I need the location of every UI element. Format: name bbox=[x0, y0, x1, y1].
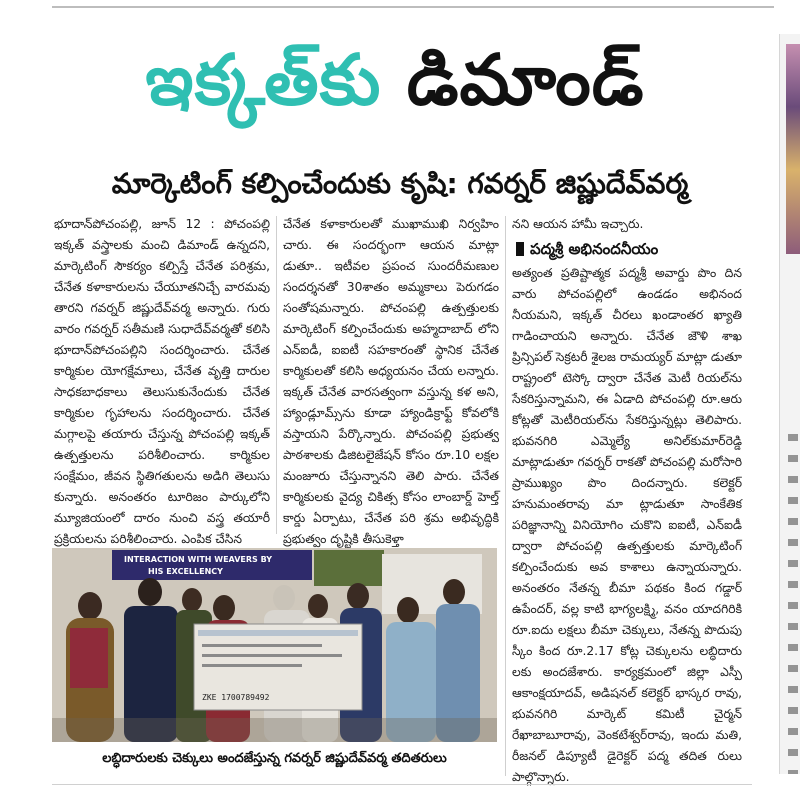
column-3-subheading bbox=[516, 237, 742, 261]
subheading-text: పద్మశ్రీ అభినందనీయం bbox=[530, 240, 659, 258]
article-column-2 bbox=[283, 214, 499, 550]
banner-text-2: HIS EXCELLENCY bbox=[148, 567, 223, 576]
adjacent-text bbox=[788, 434, 798, 774]
column-3-intro: నని ఆయన హామీ ఇచ్చారు. bbox=[512, 217, 644, 231]
subheadline: మార్కెటింగ్ కల్పించేందుకు కృషి: గవర్నర్ జిష్ణుదేవ్‌వర్మ bbox=[111, 167, 689, 200]
column-divider bbox=[276, 216, 277, 534]
adjacent-article-edge bbox=[779, 34, 800, 774]
photo-caption: లబ్ధిదారులకు చెక్కులు అందజేస్తున్న గవర్నర్ జిష్ణుదేవ్‌వర్మ తదితరులు bbox=[102, 751, 447, 766]
headline-main-word: డిమాండ్ bbox=[406, 39, 645, 121]
column-3-text: అత్యంత ప్రతిష్టాత్మక పద్మశ్రీ అవార్డు పొం దిన వారు పోచంపల్లిలో ఉండడం అభినంద నీయమని, ఇక్కత్ చీరలు ఖండాంతర ఖ్యాతి గాడించాయని అన్నారు. చేనేత జౌళి శాఖ ప్రిన్సిపల్ సెక్రటరీ శైలజ రామయ్యర్ మాట్లా డుతూ రాష్ట్రంలో టెస్కో ద్వారా చేనేత మెటీ రియల్‌ను సేకరిస్తున్నామని, ఈ ఏడాది పోచంపల్లి రూ.ఆరు కోట్లతో మెటీరియల్‌ను సేకరిస్తున్నట్లు తెలిపారు. భువనగిరి ఎమ్మెల్యే అనిల్‌కుమార్‌రెడ్డి మాట్లాడుతూ గవర్నర్ రాకతో పోచంపల్లి మరోసారి ప్రాముఖ్యం పొం దిందన్నారు. కలెక్టర్ హనుమంతరావు మా ట్లాడుతూ సాంకేతిక పరిజ్ఞానాన్ని వినియోగిం చుకొని ఐఐటీ, ఎన్‌ఐడీ ద్వారా పోచంపల్లి ఉత్పత్తులకు మార్కెటింగ్ కల్పించేందుకు అవ కాశాలు ఉన్నాయన్నారు. అనంతరం నేతన్న బీమా పథకం కింద గడ్డార్ ఉపేందర్, వల్ల కాటి భాగ్యలక్ష్మి, వనం యాదగిరికి రూ.ఐదు లక్షలు బీమా చెక్కులు, నేతన్న పొదుపు స్కీం కింద రూ.2.17 కోట్ల చెక్కులను లబ్ధిదారు లకు అందజేశారు. కార్యక్రమంలో జిల్లా ఎస్పీ ఆకాంక్షయాదవ్, అడిషనల్ కలెక్టర్ భాస్కర రావు, భువనగిరి మార్కెట్ కమిటీ చైర్మన్ రేఖాబాబూరావు, వెంకటేశ్వర్‌రావు, ఇందు మతి, రీజనల్ డిప్యూటీ డైరెక్టర్ పద్మ తదిత రులు పాల్గొన్నారు. bbox=[512, 266, 742, 784]
top-rule bbox=[52, 6, 774, 8]
banner-text-1: INTERACTION WITH WEAVERS BY bbox=[124, 555, 273, 564]
headline-accent-word: ఇక్కత్‌కు bbox=[145, 39, 382, 121]
article-column-1 bbox=[54, 214, 270, 550]
column-2-text: చేనేత కళాకారులతో ముఖాముఖి నిర్వహిం చారు. ఈ సందర్భంగా ఆయన మాట్లా డుతూ.. ఇటీవల ప్రపంచ సుందరీమణుల సందర్శనతో 30శాతం అమ్మకాలు పెరుగడం సంతోషమన్నారు. పోచంపల్లి ఉత్పత్తులకు మార్కెటింగ్ కల్పించేందుకు అహ్మదాబాద్ లోని ఎన్‌ఐడీ, ఐఐటీ సహకారంతో స్థానిక చేనేత కార్మికులతో కలిసి అధ్యయనం చేయ లన్నారు. ఇక్కత్ చేనేత వారసత్వంగా వస్తున్న కళ అని, హ్యాండ్లూమ్స్‌ను కూడా హ్యాండిక్రాఫ్ట్ కోవలోకి వస్తాయని పేర్కొన్నారు. పోచంపల్లి ప్రభుత్వ పాఠశాలకు డిజిటలైజేషన్ కోసం రూ.10 లక్షల మంజూరు చేస్తున్నానని తెలి పారు. చేనేత కార్మికులకు వైద్య చికిత్స కోసం లాంబార్డ్ హెల్త్ కార్డు ఏర్పాటు, చేనేత పరి శ్రమ అభివృద్ధికి ప్రభుత్వం దృష్టికి తీసుకెళ్తా bbox=[283, 217, 499, 546]
adjacent-photo bbox=[786, 44, 800, 254]
subheading-marker-icon bbox=[516, 242, 524, 256]
cheque-number: ZKE 1700789492 bbox=[202, 693, 270, 702]
photo-illustration bbox=[52, 548, 497, 742]
article-column-3 bbox=[512, 214, 742, 788]
bottom-rule bbox=[52, 784, 752, 785]
news-photo bbox=[52, 548, 497, 742]
headline bbox=[0, 20, 790, 140]
column-1-text: భూదాన్‌పోచంపల్లి, జూన్ 12 : పోచంపల్లి ఇక్కత్ వస్త్రాలకు మంచి డిమాండ్ ఉన్నదని, మార్కెటింగ్ సౌకర్యం కల్పిస్తే చేనేత పరిశ్రమ, చేనేత కళాకారులను చేయూతనిచ్చే వారమవు తారని గవర్నర్ జిష్ణుదేవ్‌వర్మ అన్నారు. గురు వారం గవర్నర్ సతీమణి సుధాదేవ్‌వర్మతో కలిసి భూదాన్‌పోచంపల్లిని సందర్శించారు. చేనేత కార్మికుల యోగక్షేమాలు, చేనేత వృత్తి దారుల సాధకబాధకాలు తెలుసుకునేందుకు చేనేత కార్మికుల గృహాలను సందర్శించారు. చేనేత మగ్గాలపై తయారు చేస్తున్న పోచంపల్లి ఇక్కత్ ఉత్పత్తులను పరిశీలించారు. కార్మికుల సంక్షేమం, జీవన స్థితిగతులను అడిగి తెలుసు కున్నారు. అనంతరం టూరిజం పార్కులోని మ్యూజియంలో దారం నుంచి వస్త్ర తయారీ ప్రక్రియలను పరిశీలించారు. ఎంపిక చేసిన bbox=[54, 217, 270, 546]
column-divider bbox=[505, 216, 506, 776]
